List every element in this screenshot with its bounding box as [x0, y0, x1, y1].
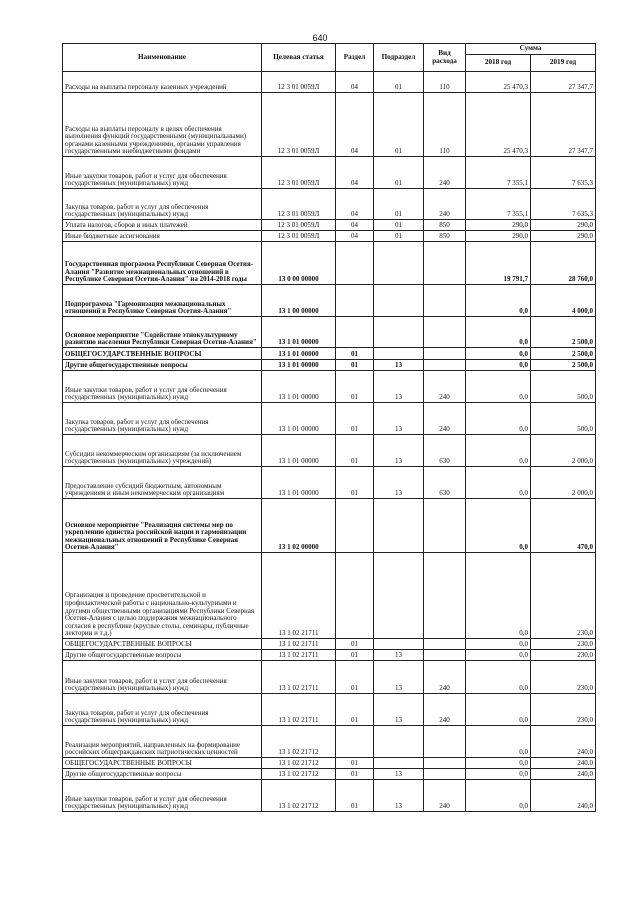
table-row [63, 499, 596, 553]
cell-subsection: 01 [374, 231, 424, 242]
header-sum: Сумма [466, 44, 596, 55]
cell-expense-type: 630 [424, 467, 466, 499]
header-name: Наименование [63, 44, 262, 72]
cell-sum-2019: 27 347,7 [531, 93, 596, 157]
cell-name: ОБЩЕГОСУДАРСТВЕННЫЕ ВОПРОСЫ [63, 758, 262, 769]
cell-subsection: 13 [374, 467, 424, 499]
cell-sum-2018: 7 355,1 [466, 189, 531, 220]
table-row [63, 435, 596, 467]
cell-sum-2018: 7 355,1 [466, 157, 531, 189]
cell-expense-type [424, 650, 466, 661]
cell-name: Реализация мероприятий, направленных на формирование российских общегражданских патриотических ценностей [63, 726, 262, 758]
cell-expense-type: 240 [424, 403, 466, 435]
table-row [63, 360, 596, 371]
cell-subsection: 13 [374, 403, 424, 435]
cell-sum-2018: 0,0 [466, 694, 531, 726]
cell-name: Государственная программа Республики Северная Осетия-Алания "Развитие межнациональных отношений в Республике Северная Осетия-Алания" на 2014-2018 годы [63, 242, 262, 285]
cell-target-article: 13 1 01 00000 [262, 467, 336, 499]
cell-target-article: 13 1 02 21712 [262, 758, 336, 769]
cell-expense-type [424, 317, 466, 348]
cell-expense-type: 240 [424, 694, 466, 726]
cell-section: 01 [336, 467, 374, 499]
table-row [63, 780, 596, 812]
cell-expense-type [424, 758, 466, 769]
cell-expense-type: 110 [424, 93, 466, 157]
cell-section: 01 [336, 661, 374, 694]
cell-name: Закупка товаров, работ и услуг для обеспечения государственных (муниципальных) нужд [63, 189, 262, 220]
cell-sum-2019: 290,0 [531, 220, 596, 231]
cell-target-article: 13 1 01 00000 [262, 317, 336, 348]
cell-subsection: 01 [374, 220, 424, 231]
table-row [63, 189, 596, 220]
cell-section [336, 285, 374, 317]
cell-name: Расходы на выплаты персоналу казенных учреждений [63, 72, 262, 93]
cell-target-article: 12 3 01 0059Л [262, 157, 336, 189]
cell-name: Иные закупки товаров, работ и услуг для обеспечения государственных (муниципальных) нужд [63, 661, 262, 694]
cell-name: Иные закупки товаров, работ и услуг для обеспечения государственных (муниципальных) нужд [63, 371, 262, 403]
table-row [63, 157, 596, 189]
cell-expense-type [424, 726, 466, 758]
cell-section [336, 726, 374, 758]
page-number: 640 [312, 33, 328, 43]
cell-section: 01 [336, 758, 374, 769]
cell-sum-2019: 7 635,3 [531, 157, 596, 189]
cell-name: Закупка товаров, работ и услуг для обеспечения государственных (муниципальных) нужд [63, 694, 262, 726]
cell-section: 01 [336, 780, 374, 812]
cell-name: Основное мероприятие "Реализация системы мер по укреплению единства российской нации и гармонизации межнациональных отношений в Республике Северная Осетия-Алания" [63, 499, 262, 553]
cell-sum-2019: 2 500,0 [531, 317, 596, 348]
header-year-2018: 2018 год [466, 55, 531, 72]
cell-name: Другие общегосударственные вопросы [63, 769, 262, 780]
cell-name: Расходы на выплаты персоналу в целях обеспечения выполнения функций государственными (муниципальными) органами казенными учреждениями, органами управления государственными внебюджетными фондами [63, 93, 262, 157]
cell-section: 01 [336, 769, 374, 780]
table-row [63, 650, 596, 661]
cell-sum-2018: 0,0 [466, 403, 531, 435]
cell-target-article: 13 1 01 00000 [262, 360, 336, 371]
cell-subsection [374, 553, 424, 639]
cell-name: ОБЩЕГОСУДАРСТВЕННЫЕ ВОПРОСЫ [63, 639, 262, 650]
cell-sum-2018: 25 470,3 [466, 93, 531, 157]
cell-sum-2019: 500,0 [531, 371, 596, 403]
cell-subsection [374, 317, 424, 348]
cell-target-article: 13 0 00 00000 [262, 242, 336, 285]
cell-expense-type: 240 [424, 780, 466, 812]
cell-sum-2018: 0,0 [466, 360, 531, 371]
cell-target-article: 13 1 02 21711 [262, 553, 336, 639]
cell-sum-2019: 240,0 [531, 780, 596, 812]
cell-expense-type [424, 639, 466, 650]
cell-expense-type [424, 360, 466, 371]
table-row [63, 231, 596, 242]
cell-sum-2018: 0,0 [466, 553, 531, 639]
cell-target-article: 13 1 02 21711 [262, 650, 336, 661]
cell-name: Подпрограмма "Гармонизация межнациональных отношений в Республике Северная Осетия-Алания" [63, 285, 262, 317]
cell-name: Субсидии некоммерческим организациям (за исключением государственных (муниципальных) учреждений) [63, 435, 262, 467]
cell-section: 04 [336, 189, 374, 220]
cell-expense-type: 240 [424, 157, 466, 189]
cell-sum-2019: 230,0 [531, 661, 596, 694]
header-section: Раздел [336, 44, 374, 72]
cell-target-article: 12 3 01 0059Л [262, 231, 336, 242]
cell-target-article: 13 1 00 00000 [262, 285, 336, 317]
table-row [63, 220, 596, 231]
cell-target-article: 13 1 01 00000 [262, 403, 336, 435]
cell-sum-2018: 0,0 [466, 317, 531, 348]
table-row [63, 285, 596, 317]
cell-expense-type: 850 [424, 231, 466, 242]
cell-target-article: 13 1 02 21712 [262, 780, 336, 812]
cell-section: 01 [336, 348, 374, 360]
cell-sum-2019: 4 000,0 [531, 285, 596, 317]
cell-sum-2018: 0,0 [466, 467, 531, 499]
cell-sum-2019: 230,0 [531, 639, 596, 650]
table-row [63, 467, 596, 499]
cell-section [336, 317, 374, 348]
cell-section [336, 553, 374, 639]
cell-sum-2018: 0,0 [466, 285, 531, 317]
cell-target-article: 13 1 02 21712 [262, 726, 336, 758]
cell-expense-type [424, 285, 466, 317]
cell-subsection [374, 242, 424, 285]
cell-expense-type: 850 [424, 220, 466, 231]
cell-sum-2019: 240,0 [531, 758, 596, 769]
cell-section: 01 [336, 639, 374, 650]
cell-section: 04 [336, 72, 374, 93]
cell-name: Другие общегосударственные вопросы [63, 360, 262, 371]
cell-expense-type [424, 553, 466, 639]
cell-sum-2018: 0,0 [466, 758, 531, 769]
cell-name: ОБЩЕГОСУДАРСТВЕННЫЕ ВОПРОСЫ [63, 348, 262, 360]
cell-section: 04 [336, 220, 374, 231]
cell-sum-2019: 500,0 [531, 403, 596, 435]
cell-section [336, 242, 374, 285]
cell-subsection: 13 [374, 769, 424, 780]
cell-expense-type: 240 [424, 661, 466, 694]
cell-subsection: 01 [374, 189, 424, 220]
cell-subsection: 01 [374, 72, 424, 93]
table-row [63, 553, 596, 639]
header-subsection: Подраздел [374, 44, 424, 72]
header-expense-type: Вид расхода [424, 44, 466, 72]
cell-sum-2019: 28 760,0 [531, 242, 596, 285]
cell-section: 04 [336, 231, 374, 242]
cell-name: Другие общегосударственные вопросы [63, 650, 262, 661]
table-row [63, 72, 596, 93]
cell-target-article: 13 1 02 21711 [262, 661, 336, 694]
cell-target-article: 13 1 02 00000 [262, 499, 336, 553]
table-row [63, 348, 596, 360]
cell-section: 01 [336, 403, 374, 435]
cell-subsection: 13 [374, 360, 424, 371]
cell-target-article: 12 3 01 0059Л [262, 220, 336, 231]
cell-name: Организация и проведение просветительской и профилактической работы с национально-культурными и другими общественными организациями Республики Северная Осетия-Алания с целью поддержания межнационального согласия в республике (круглые столы, семинары, публичные лектории и т.д.) [63, 553, 262, 639]
cell-sum-2019: 7 635,3 [531, 189, 596, 220]
cell-target-article: 12 3 01 0059Л [262, 93, 336, 157]
cell-subsection: 01 [374, 157, 424, 189]
cell-target-article: 13 1 01 00000 [262, 348, 336, 360]
budget-table [62, 43, 596, 812]
header-year-2019: 2019 год [531, 55, 596, 72]
cell-subsection [374, 639, 424, 650]
cell-section: 01 [336, 435, 374, 467]
cell-target-article: 13 1 01 00000 [262, 435, 336, 467]
table-row [63, 242, 596, 285]
cell-section: 01 [336, 371, 374, 403]
cell-subsection: 13 [374, 780, 424, 812]
cell-name: Иные закупки товаров, работ и услуг для обеспечения государственных (муниципальных) нужд [63, 157, 262, 189]
cell-target-article: 13 1 02 21711 [262, 694, 336, 726]
cell-subsection: 13 [374, 650, 424, 661]
cell-sum-2018: 0,0 [466, 348, 531, 360]
cell-section: 01 [336, 360, 374, 371]
cell-name: Уплата налогов, сборов и иных платежей [63, 220, 262, 231]
cell-target-article: 13 1 01 00000 [262, 371, 336, 403]
cell-target-article: 12 3 01 0059Л [262, 189, 336, 220]
cell-target-article: 12 3 01 0059Л [262, 72, 336, 93]
cell-name: Иные бюджетные ассигнования [63, 231, 262, 242]
cell-section [336, 499, 374, 553]
cell-expense-type [424, 348, 466, 360]
table-row [63, 661, 596, 694]
cell-sum-2019: 2 000,0 [531, 467, 596, 499]
table-row [63, 694, 596, 726]
cell-sum-2018: 0,0 [466, 639, 531, 650]
cell-sum-2018: 0,0 [466, 769, 531, 780]
cell-subsection [374, 348, 424, 360]
table-row [63, 403, 596, 435]
cell-expense-type: 110 [424, 72, 466, 93]
table-row [63, 317, 596, 348]
cell-subsection: 13 [374, 694, 424, 726]
cell-sum-2019: 240,0 [531, 726, 596, 758]
cell-sum-2019: 230,0 [531, 650, 596, 661]
cell-sum-2019: 2 500,0 [531, 348, 596, 360]
cell-subsection: 13 [374, 661, 424, 694]
cell-expense-type: 240 [424, 371, 466, 403]
cell-sum-2018: 0,0 [466, 650, 531, 661]
cell-subsection: 13 [374, 435, 424, 467]
cell-section: 04 [336, 157, 374, 189]
table-row [63, 758, 596, 769]
table-row [63, 726, 596, 758]
cell-sum-2018: 0,0 [466, 780, 531, 812]
cell-sum-2018: 0,0 [466, 371, 531, 403]
table-row [63, 371, 596, 403]
cell-sum-2019: 230,0 [531, 553, 596, 639]
table-row [63, 639, 596, 650]
cell-section: 04 [336, 93, 374, 157]
header-target-article: Целевая статья [262, 44, 336, 72]
cell-section: 01 [336, 650, 374, 661]
cell-sum-2019: 2 000,0 [531, 435, 596, 467]
cell-name: Предоставление субсидий бюджетным, автономным учреждениям и иным некоммерческим организациям [63, 467, 262, 499]
cell-sum-2018: 0,0 [466, 726, 531, 758]
cell-target-article: 13 1 02 21712 [262, 769, 336, 780]
cell-sum-2018: 0,0 [466, 435, 531, 467]
cell-subsection: 01 [374, 93, 424, 157]
cell-expense-type [424, 769, 466, 780]
cell-sum-2019: 2 500,0 [531, 360, 596, 371]
cell-sum-2018: 290,0 [466, 231, 531, 242]
cell-sum-2018: 19 791,7 [466, 242, 531, 285]
cell-name: Основное мероприятие "Содействие этнокультурному развитию населения Республики Северная Осетия-Алания" [63, 317, 262, 348]
cell-sum-2019: 470,0 [531, 499, 596, 553]
cell-expense-type: 240 [424, 189, 466, 220]
table-row [63, 769, 596, 780]
cell-subsection [374, 499, 424, 553]
cell-subsection [374, 285, 424, 317]
cell-sum-2018: 290,0 [466, 220, 531, 231]
cell-sum-2019: 27 347,7 [531, 72, 596, 93]
table-row [63, 93, 596, 157]
cell-sum-2018: 0,0 [466, 499, 531, 553]
cell-subsection [374, 758, 424, 769]
cell-subsection [374, 726, 424, 758]
cell-sum-2018: 0,0 [466, 661, 531, 694]
cell-name: Иные закупки товаров, работ и услуг для обеспечения государственных (муниципальных) нужд [63, 780, 262, 812]
cell-sum-2019: 230,0 [531, 694, 596, 726]
cell-expense-type: 630 [424, 435, 466, 467]
cell-target-article: 13 1 02 21711 [262, 639, 336, 650]
cell-name: Закупка товаров, работ и услуг для обеспечения государственных (муниципальных) нужд [63, 403, 262, 435]
cell-expense-type [424, 499, 466, 553]
cell-subsection: 13 [374, 371, 424, 403]
cell-sum-2018: 25 470,3 [466, 72, 531, 93]
cell-sum-2019: 290,0 [531, 231, 596, 242]
cell-sum-2019: 240,0 [531, 769, 596, 780]
cell-expense-type [424, 242, 466, 285]
table-body [63, 72, 596, 812]
cell-section: 01 [336, 694, 374, 726]
